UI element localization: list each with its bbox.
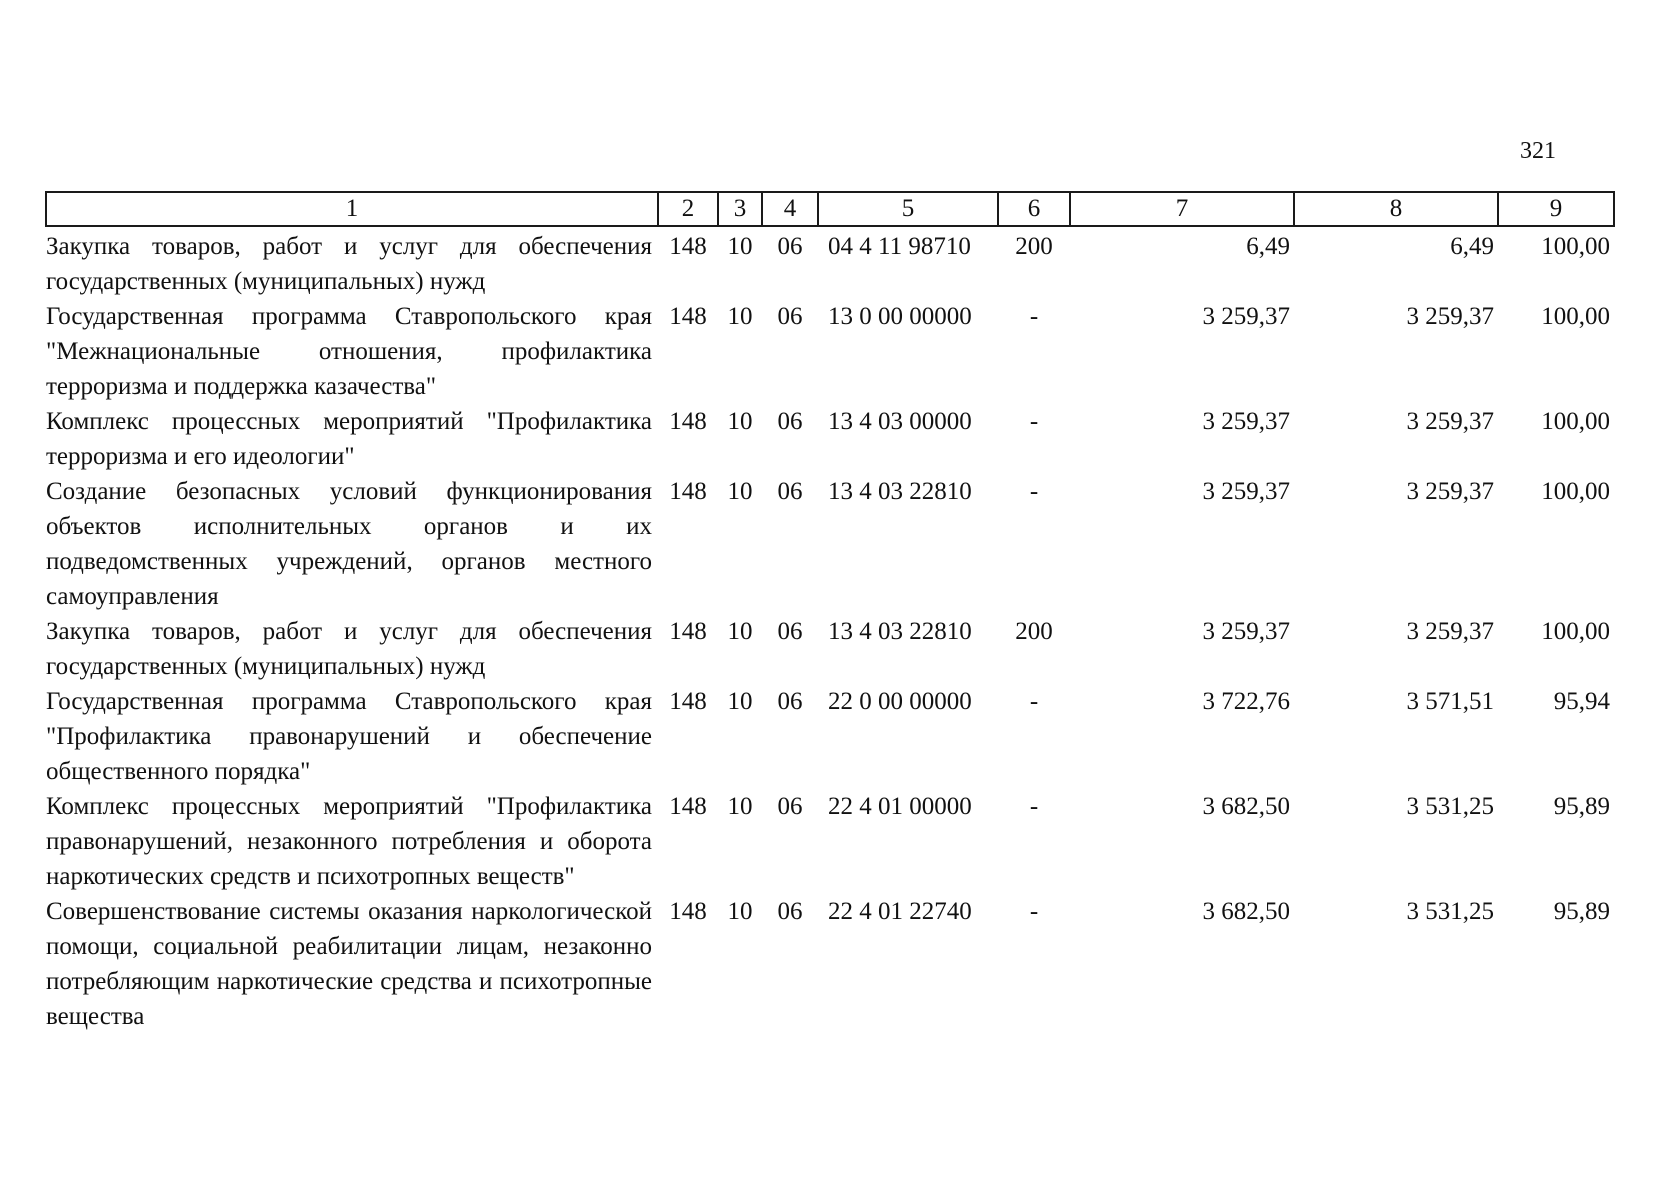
table-row xyxy=(46,894,1614,1034)
row-actual-amount: 3 259,37 xyxy=(1406,303,1494,330)
row-code-subsection: 06 xyxy=(777,898,803,925)
column-header: 2 xyxy=(658,192,718,226)
row-actual-amount: 6,49 xyxy=(1450,233,1494,260)
row-code-subsection: 06 xyxy=(777,233,803,260)
row-expense-type: - xyxy=(1029,898,1039,925)
row-planned-amount: 3 259,37 xyxy=(1202,408,1290,435)
row-planned-amount: 3 682,50 xyxy=(1202,793,1290,820)
row-code-ministry: 148 xyxy=(669,478,707,505)
row-name: Создание безопасных условий функционирования объектов исполнительных органов и их подведомственных учреждений, органов местного самоуправления xyxy=(46,478,652,610)
table-row xyxy=(46,614,1614,684)
row-expense-type: 200 xyxy=(1015,233,1053,260)
row-code-section: 10 xyxy=(727,233,753,260)
table-row xyxy=(46,474,1614,614)
row-expense-type: - xyxy=(1029,478,1039,505)
row-code-section: 10 xyxy=(727,303,753,330)
column-header: 3 xyxy=(718,192,762,226)
row-code-ministry: 148 xyxy=(669,618,707,645)
row-planned-amount: 3 259,37 xyxy=(1202,303,1290,330)
row-code-subsection: 06 xyxy=(777,478,803,505)
row-actual-amount: 3 259,37 xyxy=(1406,478,1494,505)
row-code-subsection: 06 xyxy=(777,303,803,330)
row-percent: 95,89 xyxy=(1553,793,1610,820)
table-row xyxy=(46,684,1614,789)
row-code-ministry: 148 xyxy=(669,303,707,330)
column-header: 7 xyxy=(1070,192,1294,226)
row-expense-type: - xyxy=(1029,688,1039,715)
row-target-article: 04 4 11 98710 xyxy=(828,233,971,260)
row-target-article: 13 0 00 00000 xyxy=(828,303,972,330)
row-name: Государственная программа Ставропольского края "Профилактика правонарушений и обеспечение общественного порядка" xyxy=(46,688,652,785)
row-expense-type: 200 xyxy=(1015,618,1053,645)
table-header-row xyxy=(46,192,1614,226)
row-code-section: 10 xyxy=(727,408,753,435)
row-code-section: 10 xyxy=(727,618,753,645)
column-header: 9 xyxy=(1498,192,1614,226)
row-code-section: 10 xyxy=(727,793,753,820)
row-code-ministry: 148 xyxy=(669,898,707,925)
row-code-ministry: 148 xyxy=(669,688,707,715)
row-code-subsection: 06 xyxy=(777,793,803,820)
row-code-ministry: 148 xyxy=(669,793,707,820)
row-target-article: 22 0 00 00000 xyxy=(828,688,972,715)
row-code-subsection: 06 xyxy=(777,618,803,645)
row-code-section: 10 xyxy=(727,898,753,925)
row-target-article: 22 4 01 00000 xyxy=(828,793,972,820)
row-planned-amount: 3 682,50 xyxy=(1202,898,1290,925)
row-name: Комплекс процессных мероприятий "Профилактика правонарушений, незаконного потребления и оборота наркотических средств и психотропных веществ" xyxy=(46,793,652,890)
row-actual-amount: 3 531,25 xyxy=(1406,793,1494,820)
row-name: Закупка товаров, работ и услуг для обеспечения государственных (муниципальных) нужд xyxy=(46,618,652,680)
row-percent: 95,94 xyxy=(1553,688,1610,715)
row-name: Государственная программа Ставропольского края "Межнациональные отношения, профилактика терроризма и поддержка казачества" xyxy=(46,303,652,400)
row-expense-type: - xyxy=(1029,408,1039,435)
row-expense-type: - xyxy=(1029,793,1039,820)
row-planned-amount: 3 722,76 xyxy=(1202,688,1290,715)
budget-table xyxy=(45,191,1613,1034)
row-percent: 100,00 xyxy=(1541,303,1610,330)
table-row xyxy=(46,299,1614,404)
row-target-article: 13 4 03 22810 xyxy=(828,618,972,645)
row-code-subsection: 06 xyxy=(777,688,803,715)
budget-table-grid xyxy=(45,191,1615,1034)
table-row xyxy=(46,404,1614,474)
row-actual-amount: 3 259,37 xyxy=(1406,408,1494,435)
row-actual-amount: 3 571,51 xyxy=(1406,688,1494,715)
row-percent: 100,00 xyxy=(1541,233,1610,260)
table-row xyxy=(46,226,1614,299)
row-percent: 100,00 xyxy=(1541,478,1610,505)
row-percent: 100,00 xyxy=(1541,408,1610,435)
row-actual-amount: 3 531,25 xyxy=(1406,898,1494,925)
row-target-article: 22 4 01 22740 xyxy=(828,898,972,925)
row-percent: 95,89 xyxy=(1553,898,1610,925)
row-code-ministry: 148 xyxy=(669,408,707,435)
column-header: 8 xyxy=(1294,192,1498,226)
row-code-ministry: 148 xyxy=(669,233,707,260)
column-header: 5 xyxy=(818,192,998,226)
column-header: 4 xyxy=(762,192,818,226)
row-planned-amount: 6,49 xyxy=(1246,233,1290,260)
row-code-subsection: 06 xyxy=(777,408,803,435)
row-name: Закупка товаров, работ и услуг для обеспечения государственных (муниципальных) нужд xyxy=(46,233,652,295)
row-percent: 100,00 xyxy=(1541,618,1610,645)
row-name: Совершенствование системы оказания наркологической помощи, социальной реабилитации лицам, незаконно потребляющим наркотические средства и психотропные вещества xyxy=(46,898,652,1030)
row-planned-amount: 3 259,37 xyxy=(1202,478,1290,505)
row-code-section: 10 xyxy=(727,688,753,715)
column-header: 6 xyxy=(998,192,1070,226)
row-planned-amount: 3 259,37 xyxy=(1202,618,1290,645)
table-row xyxy=(46,789,1614,894)
row-code-section: 10 xyxy=(727,478,753,505)
row-target-article: 13 4 03 22810 xyxy=(828,478,972,505)
row-name: Комплекс процессных мероприятий "Профилактика терроризма и его идеологии" xyxy=(46,408,652,470)
page-number: 321 xyxy=(1520,138,1556,164)
row-target-article: 13 4 03 00000 xyxy=(828,408,972,435)
column-header: 1 xyxy=(46,192,658,226)
row-actual-amount: 3 259,37 xyxy=(1406,618,1494,645)
row-expense-type: - xyxy=(1029,303,1039,330)
